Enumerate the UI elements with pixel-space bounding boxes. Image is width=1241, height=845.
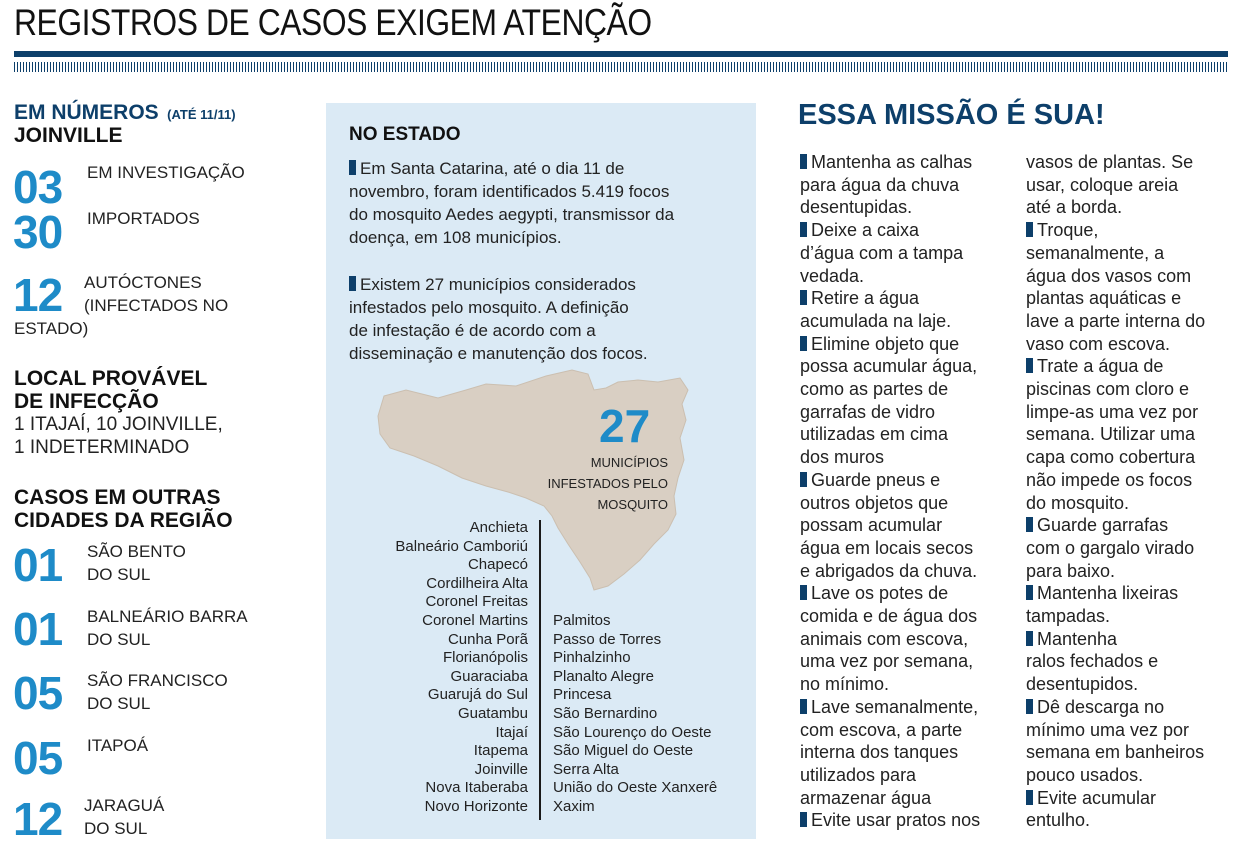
tip-line <box>1026 650 1238 673</box>
tip-line <box>800 673 1020 696</box>
mission-heading: ESSA MISSÃO É SUA! <box>798 99 1105 131</box>
tip-text: capa como cobertura <box>1026 447 1196 468</box>
tip-text: interna dos tanques <box>800 742 959 763</box>
paragraph-line: Existem 27 municípios considerados <box>360 275 636 294</box>
tip-line <box>1026 628 1238 651</box>
tip-text: armazenar água <box>800 787 932 808</box>
tip-text: do mosquito. <box>1026 492 1130 513</box>
tip-line <box>800 287 1020 310</box>
bullet-marker <box>1026 358 1033 373</box>
tip-line <box>1026 196 1238 219</box>
city-item: Nova Itaberaba <box>425 779 528 797</box>
tip-line <box>800 355 1020 378</box>
tip-line <box>1026 560 1238 583</box>
bullet-marker <box>1026 699 1033 714</box>
tip-line <box>800 196 1020 219</box>
city-item: Itajaí <box>495 723 528 741</box>
local-heading <box>14 367 207 413</box>
bullet-marker <box>800 585 807 600</box>
tip-text: Dê descarga no <box>1037 696 1165 717</box>
tip-text: desentupidos. <box>1026 674 1139 695</box>
tip-text: Guarde garrafas <box>1037 515 1169 536</box>
tip-line <box>1026 809 1238 832</box>
tip-text: com o gargalo virado <box>1026 537 1195 558</box>
stat-number: 12 <box>13 269 63 321</box>
tip-line <box>1026 423 1238 446</box>
city-item: São Miguel do Oeste <box>553 742 694 760</box>
tip-text: utilizadas em cima <box>800 424 949 445</box>
other-heading-line: CIDADES DA REGIÃO <box>14 509 233 532</box>
tip-text: Evite acumular <box>1037 787 1157 808</box>
tip-line <box>1026 310 1238 333</box>
tip-text: Troque, <box>1037 220 1099 241</box>
tip-text: desentupidas. <box>800 197 913 218</box>
tip-text: semana. Utilizar uma <box>1026 424 1196 445</box>
tip-line <box>800 265 1020 288</box>
title-rule <box>14 51 1228 57</box>
city-item: Coronel Freitas <box>425 593 528 611</box>
city-item: Passo de Torres <box>553 630 662 648</box>
tip-line <box>1026 582 1238 605</box>
bullet-marker <box>1026 517 1033 532</box>
paragraph-line: infestados pelo mosquito. A definição <box>349 298 629 317</box>
tip-text: tampadas. <box>1026 606 1111 627</box>
numbers-heading <box>14 101 236 125</box>
local-text-line: 1 INDETERMINADO <box>14 437 190 458</box>
tip-text: no mínimo. <box>800 674 890 695</box>
tip-line <box>800 333 1020 356</box>
numbers-date: (ATÉ 11/11) <box>167 107 236 122</box>
tip-line <box>1026 673 1238 696</box>
tip-text: vedada. <box>800 265 865 286</box>
other-label: JARAGUÁ <box>84 796 165 815</box>
stat-number: 30 <box>13 206 63 258</box>
tip-line <box>800 560 1020 583</box>
tip-text: dos muros <box>800 447 885 468</box>
tip-line <box>1026 265 1238 288</box>
map-number: 27 <box>599 400 651 452</box>
bullet-marker <box>1026 585 1033 600</box>
other-number: 05 <box>13 732 63 784</box>
stat-label: EM INVESTIGAÇÃO <box>87 163 245 182</box>
tip-text: comida e de água dos <box>800 606 978 627</box>
tip-line <box>1026 696 1238 719</box>
map-label-line: MUNICÍPIOS <box>590 455 668 470</box>
city-item: Guatambu <box>457 704 528 722</box>
city-list-right <box>553 612 753 817</box>
bullet-marker <box>800 336 807 351</box>
map-label <box>530 452 668 515</box>
tip-line <box>800 537 1020 560</box>
city-item: Joinville <box>474 760 528 778</box>
state-heading: NO ESTADO <box>349 124 461 145</box>
tip-line <box>800 174 1020 197</box>
tip-text: Deixe a caixa <box>811 220 920 241</box>
bullet-marker <box>800 699 807 714</box>
paragraph-line: disseminação e manutenção dos focos. <box>349 344 648 363</box>
tip-line <box>1026 401 1238 424</box>
tip-line <box>800 696 1020 719</box>
city-item: Princesa <box>553 686 612 704</box>
tip-text: Lave os potes de <box>811 583 949 604</box>
page-title: REGISTROS DE CASOS EXIGEM ATENÇÃO <box>14 2 652 43</box>
city-item: Planalto Alegre <box>553 667 654 685</box>
tip-line <box>800 219 1020 242</box>
other-heading <box>14 486 233 532</box>
bullet-marker <box>800 154 807 169</box>
local-text <box>14 413 223 459</box>
stat-label: AUTÓCTONES <box>84 273 202 292</box>
bullet-marker <box>349 160 356 175</box>
tip-text: semana em banheiros <box>1026 742 1205 763</box>
stat-label: IMPORTADOS <box>87 209 200 228</box>
paragraph-line: novembro, foram identificados 5.419 focos <box>349 182 670 201</box>
bullet-marker <box>800 812 807 827</box>
bullet-marker <box>800 472 807 487</box>
tip-line <box>1026 787 1238 810</box>
tip-text: possa acumular água, <box>800 356 978 377</box>
tip-text: mínimo uma vez por <box>1026 719 1190 740</box>
tip-line <box>1026 378 1238 401</box>
local-heading-line: LOCAL PROVÁVEL <box>14 367 208 390</box>
tip-text: plantas aquáticas e <box>1026 288 1182 309</box>
tip-text: uma vez por semana, <box>800 651 974 672</box>
tip-line <box>800 514 1020 537</box>
other-number: 12 <box>13 793 63 845</box>
tip-text: piscinas com cloro e <box>1026 379 1190 400</box>
city-item: Serra Alta <box>553 760 619 778</box>
tip-line <box>800 492 1020 515</box>
city-item: Itapema <box>473 742 528 760</box>
tip-line <box>800 809 1020 832</box>
tip-line <box>1026 605 1238 628</box>
other-number: 01 <box>13 603 63 655</box>
mission-column-1 <box>800 151 1020 832</box>
local-heading-line: DE INFECÇÃO <box>14 390 159 413</box>
tip-text: ralos fechados e <box>1026 651 1159 672</box>
paragraph-line: do mosquito Aedes aegypti, transmissor da <box>349 205 675 224</box>
tip-line <box>800 787 1020 810</box>
map-label-line: INFESTADOS PELO <box>547 476 668 491</box>
city-item: União do Oeste Xanxerê <box>553 779 718 797</box>
state-paragraph-1 <box>349 157 674 249</box>
stat-label: (INFECTADOS NO <box>84 296 229 315</box>
tip-line <box>800 378 1020 401</box>
other-number: 05 <box>13 667 63 719</box>
tip-line <box>1026 242 1238 265</box>
tip-text: Mantenha lixeiras <box>1037 583 1179 604</box>
city-item: Cunha Porã <box>447 630 528 648</box>
tip-text: Trate a água de <box>1037 356 1164 377</box>
other-number: 01 <box>13 539 63 591</box>
paragraph-line: de infestação é de acordo com a <box>349 321 596 340</box>
tip-text: outros objetos que <box>800 492 949 513</box>
tip-text: pouco usados. <box>1026 764 1144 785</box>
tip-line <box>800 605 1020 628</box>
tip-line <box>1026 446 1238 469</box>
tip-text: usar, coloque areia <box>1026 174 1179 195</box>
tip-line <box>1026 333 1238 356</box>
city-item: Balneário Camboriú <box>395 537 528 555</box>
tip-text: Mantenha <box>1037 628 1118 649</box>
tip-line <box>1026 514 1238 537</box>
city-heading: JOINVILLE <box>14 124 123 147</box>
tip-line <box>1026 219 1238 242</box>
tip-line <box>800 582 1020 605</box>
city-item: Novo Horizonte <box>424 797 528 815</box>
bullet-marker <box>800 222 807 237</box>
tip-line <box>800 741 1020 764</box>
city-item: Cordilheira Alta <box>426 574 528 592</box>
city-list-left <box>340 519 528 817</box>
tip-text: Guarde pneus e <box>811 469 941 490</box>
tip-line <box>800 469 1020 492</box>
other-label: DO SUL <box>84 819 148 838</box>
city-item: Guaraciaba <box>450 667 528 685</box>
paragraph-line: Em Santa Catarina, até o dia 11 de <box>360 159 625 178</box>
tip-text: água dos vasos com <box>1026 265 1192 286</box>
numbers-heading-text: EM NÚMEROS <box>14 101 159 124</box>
tip-text: garrafas de vidro <box>800 401 936 422</box>
tip-text: Evite usar pratos nos <box>811 810 981 831</box>
tip-text: lave a parte interna do <box>1026 310 1206 331</box>
other-label: ITAPOÁ <box>87 736 149 755</box>
other-label: DO SUL <box>87 630 151 649</box>
stat-number: 03 <box>13 161 63 213</box>
city-item: Florianópolis <box>442 649 528 667</box>
bullet-marker <box>1026 631 1033 646</box>
map-label-line: MOSQUITO <box>597 497 668 512</box>
tip-text: com escova, a parte <box>800 719 963 740</box>
tip-text: utilizados para <box>800 764 917 785</box>
tip-line <box>1026 355 1238 378</box>
tip-line <box>800 151 1020 174</box>
city-item: Xaxim <box>553 797 595 815</box>
tip-line <box>800 764 1020 787</box>
other-label: DO SUL <box>87 565 151 584</box>
tip-text: para baixo. <box>1026 560 1116 581</box>
other-label: BALNEÁRIO BARRA <box>87 607 248 626</box>
other-heading-line: CASOS EM OUTRAS <box>14 486 221 509</box>
tip-text: água em locais secos <box>800 537 974 558</box>
city-item: Pinhalzinho <box>553 649 631 667</box>
tip-line <box>1026 287 1238 310</box>
city-item: Anchieta <box>469 519 528 536</box>
tip-line <box>800 310 1020 333</box>
tip-text: Retire a água <box>811 288 920 309</box>
tip-text: vaso com escova. <box>1026 333 1171 354</box>
city-item: São Lourenço do Oeste <box>553 723 712 741</box>
city-item: Coronel Martins <box>422 611 528 629</box>
tip-line <box>1026 174 1238 197</box>
tip-line <box>1026 719 1238 742</box>
stat-label: ESTADO) <box>14 319 89 338</box>
tip-text: Mantenha as calhas <box>811 152 973 172</box>
tip-text: entulho. <box>1026 810 1091 831</box>
tip-text: Lave semanalmente, <box>811 696 979 717</box>
paragraph-line: doença, em 108 municípios. <box>349 228 562 247</box>
tip-line <box>800 401 1020 424</box>
tip-text: vasos de plantas. Se <box>1026 152 1194 172</box>
tip-text: para água da chuva <box>800 174 960 195</box>
tip-text: Elimine objeto que <box>811 333 960 354</box>
city-item: Guarujá do Sul <box>427 686 528 704</box>
bullet-marker <box>800 290 807 305</box>
tip-line <box>1026 764 1238 787</box>
tip-line <box>800 423 1020 446</box>
tip-line <box>1026 537 1238 560</box>
tip-text: não impede os focos <box>1026 469 1193 490</box>
tip-text: até a borda. <box>1026 197 1123 218</box>
tip-text: acumulada na laje. <box>800 310 952 331</box>
tip-line <box>1026 741 1238 764</box>
tip-line <box>800 650 1020 673</box>
tip-text: possam acumular <box>800 515 943 536</box>
mission-column-2 <box>1026 151 1238 832</box>
tip-line <box>1026 469 1238 492</box>
other-label: SÃO FRANCISCO <box>87 671 228 690</box>
tip-line <box>800 446 1020 469</box>
city-item: Palmitos <box>553 612 611 629</box>
tip-line <box>1026 492 1238 515</box>
tip-line <box>1026 151 1238 174</box>
tip-text: limpe-as uma vez por <box>1026 401 1199 422</box>
city-item: Chapecó <box>467 556 528 574</box>
other-label: DO SUL <box>87 694 151 713</box>
bullet-marker <box>1026 790 1033 805</box>
local-text-line: 1 ITAJAÍ, 10 JOINVILLE, <box>14 414 223 435</box>
tip-text: como as partes de <box>800 379 949 400</box>
tip-line <box>800 628 1020 651</box>
tip-text: semanalmente, a <box>1026 242 1165 263</box>
tip-line <box>800 242 1020 265</box>
tip-text: d’água com a tampa <box>800 242 964 263</box>
bullet-marker <box>1026 222 1033 237</box>
title-dashed-rule <box>14 62 1228 72</box>
tip-text: animais com escova, <box>800 628 969 649</box>
city-list-divider <box>539 520 541 820</box>
city-item: São Bernardino <box>553 704 658 722</box>
tip-text: e abrigados da chuva. <box>800 560 978 581</box>
tip-line <box>800 719 1020 742</box>
state-paragraph-2 <box>349 273 648 365</box>
other-label: SÃO BENTO <box>87 542 186 561</box>
bullet-marker <box>349 276 356 291</box>
